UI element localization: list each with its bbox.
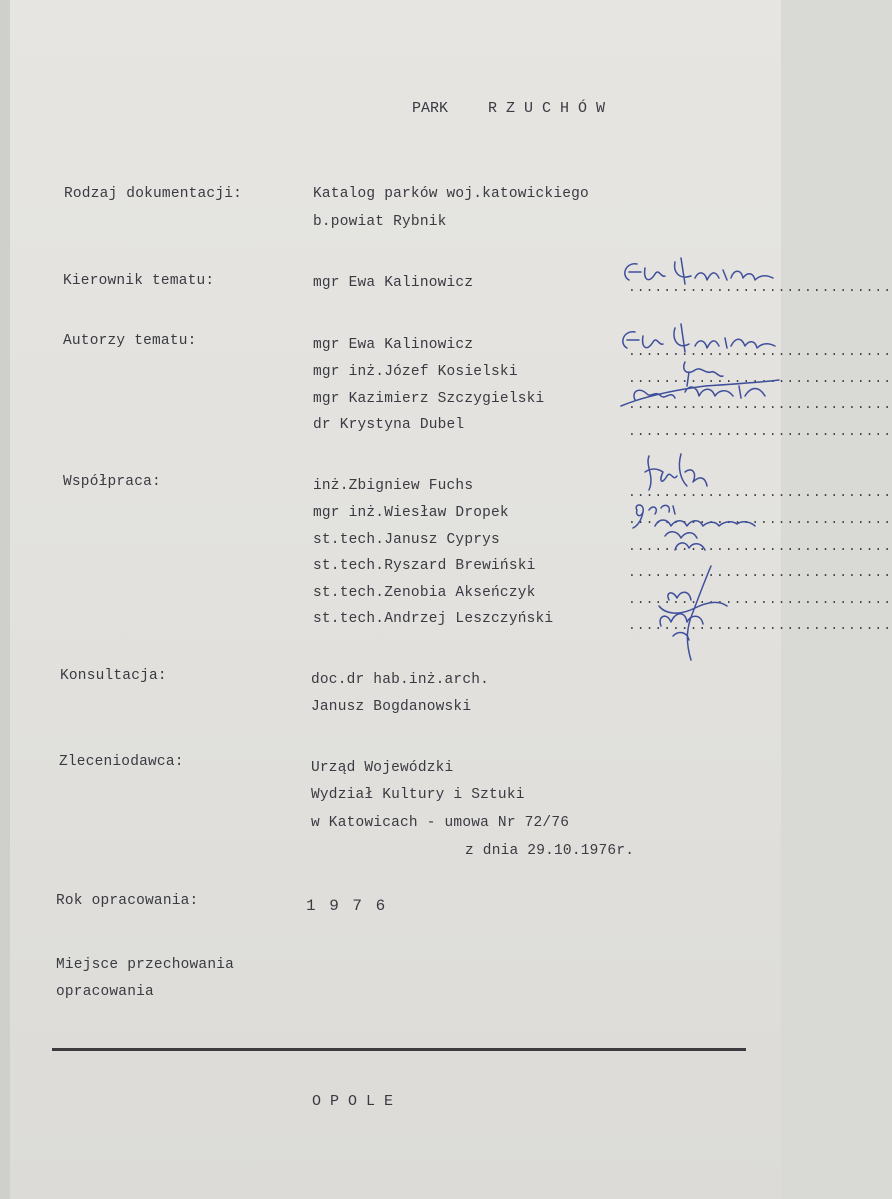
signature-line-coop-2: .............................. [628,512,892,527]
value-document-type-line2: b.powiat Rybnik [313,214,447,230]
footer-divider [52,1048,746,1051]
signature-line-coop-1: .............................. [628,485,892,500]
document-title [412,100,614,117]
label-commissioner: Zleceniodawca: [59,754,184,770]
label-storage-line1: Miejsce przechowania [56,957,235,973]
value-author-2: mgr inż.Józef Kosielski [313,364,518,380]
signature-line-author-2: .............................. [628,371,892,386]
label-document-type: Rodzaj dokumentacji: [64,186,243,202]
signature-author-2-3-handwritten [615,356,892,416]
value-commissioner-line2: Wydział Kultury i Sztuki [311,787,525,803]
label-project-lead: Kierownik tematu: [63,273,215,289]
value-commissioner-line1: Urząd Wojewódzki [311,760,454,776]
signature-line-coop-4: .............................. [628,565,892,580]
signature-line-author-3: .............................. [628,397,892,412]
value-cooperator-4: st.tech.Ryszard Brewiński [313,558,536,574]
value-commissioner-date: z dnia 29.10.1976r. [465,843,635,859]
label-year: Rok opracowania: [56,893,199,909]
value-cooperator-2: mgr inż.Wiesław Dropek [313,505,509,521]
value-cooperator-3: st.tech.Janusz Cyprys [313,532,500,548]
footer-city: OPOLE [312,1093,403,1110]
title-word-park: PARK [412,100,449,117]
signature-line-author-1: .............................. [628,344,892,359]
signature-line-coop-5: .............................. [628,592,892,607]
signature-line-lead: .............................. [628,280,892,295]
value-consultant-line2: Janusz Bogdanowski [311,699,472,715]
title-word-rzuchow: RZUCHÓW [488,100,615,117]
value-consultant-line1: doc.dr hab.inż.arch. [311,672,490,688]
label-consultation: Konsultacja: [60,668,167,684]
page-binding-edge [0,0,10,1199]
signature-line-author-4: .............................. [628,424,892,439]
label-authors: Autorzy tematu: [63,333,197,349]
signature-lead-handwritten [615,250,892,300]
value-year: 1 9 7 6 [306,897,388,915]
value-author-3: mgr Kazimierz Szczygielski [313,391,545,407]
value-author-1: mgr Ewa Kalinowicz [313,337,474,353]
value-document-type-line1: Katalog parków woj.katowickiego [313,186,589,202]
value-cooperator-1: inż.Zbigniew Fuchs [313,478,474,494]
value-project-lead: mgr Ewa Kalinowicz [313,275,474,291]
value-commissioner-line3: w Katowicach - umowa Nr 72/76 [311,815,570,831]
label-cooperation: Współpraca: [63,474,161,490]
signature-line-coop-6: .............................. [628,618,892,633]
value-cooperator-5: st.tech.Zenobia Akseńczyk [313,585,536,601]
signature-coop-4-6-handwritten [615,560,892,670]
value-cooperator-6: st.tech.Andrzej Leszczyński [313,611,554,627]
value-author-4: dr Krystyna Dubel [313,417,465,433]
label-storage-line2: opracowania [56,984,154,1000]
signature-line-coop-3: .............................. [628,539,892,554]
